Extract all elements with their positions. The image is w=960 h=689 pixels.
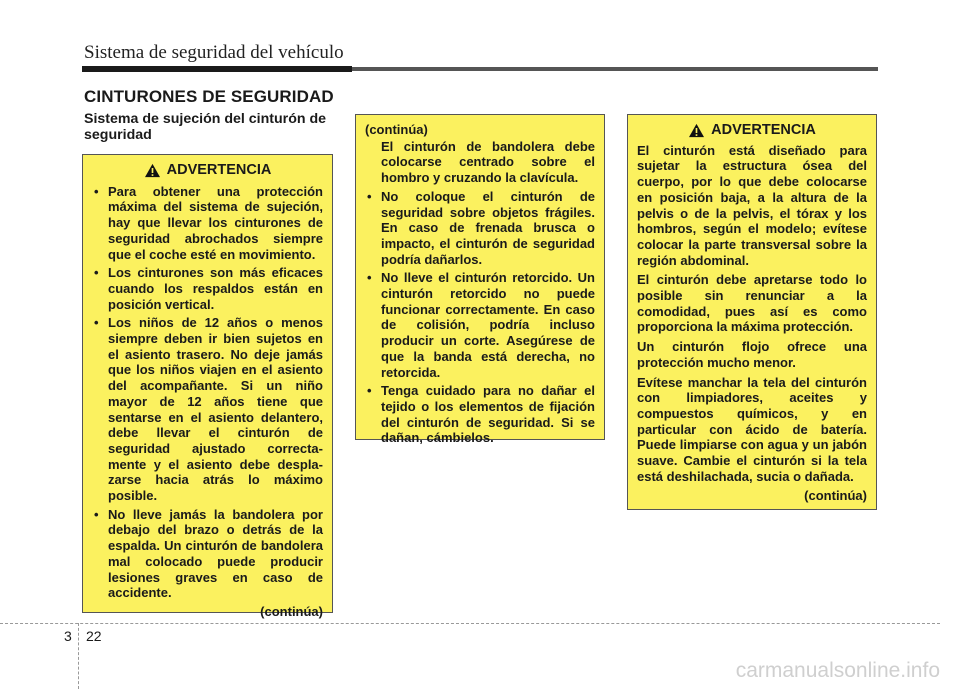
warning-paragraph: Evítese manchar la tela del cinturón con limpiadores, aceites y compuestos químicos, y en particular con ácido de batería. Puede limpiarse con agua y un jabón suave. Cambie el cinturón si la tela está deshilachada, sucia o dañada. xyxy=(637,374,867,484)
warning-box-2 xyxy=(355,114,605,446)
warning-box-1 xyxy=(82,154,333,619)
continued-from-label: (continúa) xyxy=(365,122,428,137)
lead-paragraph: El cinturón de bandolera debe colocarse centrado sobre el hombro y cruzando la clavícula. xyxy=(381,138,595,186)
list-item: • Para obtener una protección máxima del sistema de sujeción, hay que llevar los cinturones de seguridad abrochados siempre que el coche esté en movimiento. xyxy=(92,184,323,263)
warning-paragraph: Un cinturón flojo ofrece una protección mucho menor. xyxy=(637,339,867,370)
warning-box-3 xyxy=(627,114,877,510)
warning-heading-label: ADVERTENCIA xyxy=(166,162,272,178)
continued-label: (continúa) xyxy=(260,603,323,619)
warning-heading xyxy=(92,163,323,179)
watermark: carmanualsonline.info xyxy=(735,659,940,682)
warning-list xyxy=(92,184,323,601)
header-rule-accent xyxy=(82,66,352,72)
warning-heading-label: ADVERTENCIA xyxy=(711,122,816,138)
footer-divider xyxy=(78,623,79,689)
warning-paragraph: El cinturón está diseñado para sujetar la estructura ósea del cuerpo, por lo que debe colocarse en posición baja, a la altura de la pelvis o de la pelvis, el tórax y los hombros, según el modelo; evítese colocar la parte transversal sobre la región abdominal. xyxy=(637,142,867,268)
list-item: • No lleve jamás la bandolera por debajo del brazo o detrás de la espalda. Un cinturón de bandolera mal colocado puede producir lesiones graves en caso de accidente. xyxy=(92,507,323,601)
list-item: • No coloque el cinturón de seguridad sobre objetos frágiles. En caso de frenada brusca o impacto, el cinturón de seguridad podría dañarlos. xyxy=(365,189,595,268)
warning-heading xyxy=(637,123,867,139)
list-item: • Los niños de 12 años o menos siempre deben ir bien sujetos en el asiento trasero. No deje jamás que los niños viajen en el asiento del acompañante. Si un niño mayor de 12 años tiene que sentarse en el asiento delantero, debe llevar el cinturón de seguridad ajustado correcta-mente y el asiento debe despla-zarse hacia atrás lo máximo posible. xyxy=(92,315,323,503)
continued-label: (continúa) xyxy=(804,488,867,504)
running-header-title: Sistema de seguridad del vehículo xyxy=(84,42,344,63)
list-item: • Tenga cuidado para no dañar el tejido o los elementos de fijación del cinturón de seguridad. Si se dañan, cámbielos. xyxy=(365,383,595,446)
list-item: • Los cinturones son más eficaces cuando los respaldos están en posición vertical. xyxy=(92,265,323,312)
chapter-number: 3 xyxy=(64,628,72,644)
footer-rule xyxy=(0,623,940,624)
warning-paragraph: El cinturón debe apretarse todo lo posible sin renunciar a la comodidad, pues así es como proporciona la máxima protección. xyxy=(637,272,867,335)
warning-triangle-icon xyxy=(688,123,705,138)
section-subtitle: Sistema de sujeción del cinturón de seguridad xyxy=(84,111,327,143)
list-item: • No lleve el cinturón retorcido. Un cinturón retorcido no puede funcionar correctamente. En caso de colisión, podría incluso producir un corte. Asegúrese de que la banda está derecha, no retorcida. xyxy=(365,270,595,380)
section-title: CINTURONES DE SEGURIDAD xyxy=(84,87,334,106)
warning-triangle-icon xyxy=(144,163,161,178)
page-number: 22 xyxy=(86,628,102,644)
warning-list xyxy=(365,189,595,446)
